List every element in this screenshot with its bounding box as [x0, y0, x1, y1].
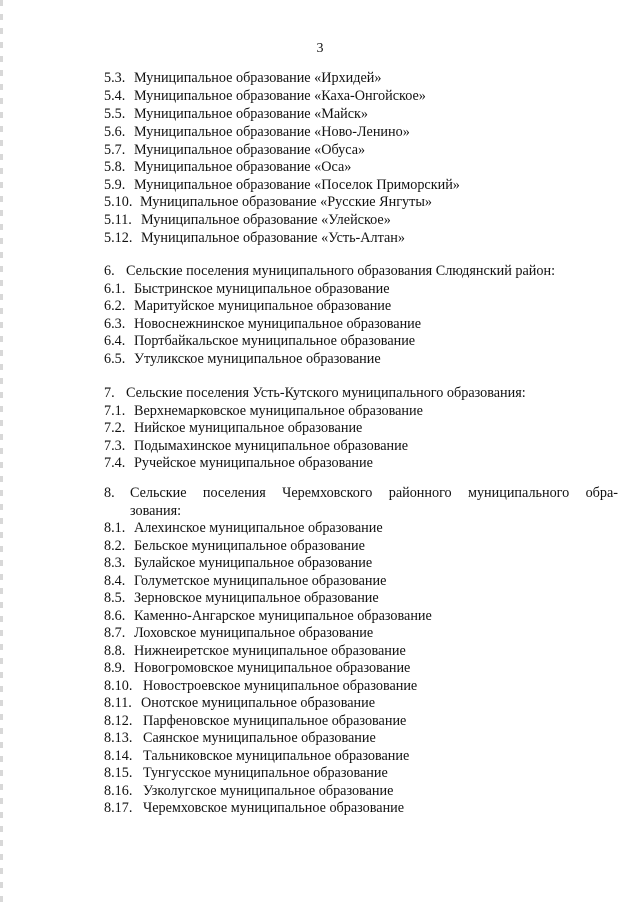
item-number: 6.5. — [104, 351, 126, 367]
item-number: 8.14. — [104, 748, 133, 764]
item-number: 6.1. — [104, 281, 126, 297]
item-number: 5.11. — [104, 212, 132, 228]
section-heading — [104, 262, 555, 280]
item-text: Узколугское муниципальное образование — [143, 783, 394, 799]
item-number: 8.11. — [104, 695, 132, 711]
list-item — [104, 519, 383, 537]
list-item — [104, 123, 410, 141]
list-item — [104, 229, 405, 247]
scan-edge — [0, 0, 3, 905]
section-title: Сельские поселения Усть-Кутского муниципального образования: — [126, 385, 526, 401]
item-number: 7.3. — [104, 438, 126, 454]
item-text: Зерновское муниципальное образование — [134, 590, 379, 606]
list-item — [104, 589, 379, 607]
section-number: 6. — [104, 263, 115, 279]
list-item — [104, 105, 368, 123]
list-item — [104, 211, 391, 229]
item-number: 5.10. — [104, 194, 133, 210]
item-text: Муниципальное образование «Ирхидей» — [134, 70, 382, 86]
item-text: Верхнемарковское муниципальное образование — [134, 403, 423, 419]
item-number: 8.10. — [104, 678, 133, 694]
item-number: 6.2. — [104, 298, 126, 314]
item-number: 7.1. — [104, 403, 126, 419]
item-text: Новоснежнинское муниципальное образование — [134, 316, 422, 332]
item-text: Муниципальное образование «Русские Янгуты» — [140, 194, 432, 210]
item-text: Быстринское муниципальное образование — [134, 281, 390, 297]
list-item — [104, 141, 365, 159]
list-item — [104, 332, 415, 350]
item-number: 8.4. — [104, 573, 126, 589]
item-number: 8.9. — [104, 660, 126, 676]
item-number: 8.13. — [104, 730, 133, 746]
section-heading-number — [104, 484, 115, 502]
item-text: Муниципальное образование «Усть-Алтан» — [141, 230, 405, 246]
item-text: Новостроевское муниципальное образование — [143, 678, 418, 694]
list-item — [104, 280, 390, 298]
list-item — [104, 694, 375, 712]
item-number: 8.12. — [104, 713, 133, 729]
item-number: 8.2. — [104, 538, 126, 554]
item-text: Муниципальное образование «Ново-Ленино» — [134, 124, 410, 140]
item-text: Маритуйское муниципальное образование — [134, 298, 392, 314]
page-number: 3 — [316, 41, 324, 56]
list-item — [104, 537, 365, 555]
item-number: 8.5. — [104, 590, 126, 606]
list-item — [104, 315, 421, 333]
item-text: Нижнеиретское муниципальное образование — [134, 643, 406, 659]
item-number: 5.12. — [104, 230, 133, 246]
item-number: 8.15. — [104, 765, 133, 781]
item-number: 6.4. — [104, 333, 126, 349]
item-text: Бельское муниципальное образование — [134, 538, 365, 554]
list-item — [104, 712, 406, 730]
section-title: Сельские поселения муниципального образования Слюдянский район: — [126, 263, 556, 279]
item-text: Подымахинское муниципальное образование — [134, 438, 409, 454]
item-text: Голуметское муниципальное образование — [134, 573, 387, 589]
list-item — [104, 193, 432, 211]
list-item — [104, 642, 406, 660]
item-number: 8.17. — [104, 800, 133, 816]
item-number: 8.3. — [104, 555, 126, 571]
section-title-line1: Сельские поселения Черемховского районного муниципального обра- — [130, 485, 618, 501]
list-item — [104, 624, 373, 642]
item-number: 5.4. — [104, 88, 126, 104]
item-text: Муниципальное образование «Улейское» — [141, 212, 391, 228]
item-number: 5.3. — [104, 70, 126, 86]
item-number: 7.2. — [104, 420, 126, 436]
list-item — [104, 747, 409, 765]
item-text: Парфеновское муниципальное образование — [143, 713, 407, 729]
item-number: 8.16. — [104, 783, 133, 799]
item-number: 8.8. — [104, 643, 126, 659]
item-text: Тальниковское муниципальное образование — [143, 748, 410, 764]
item-text: Муниципальное образование «Каха-Онгойское» — [134, 88, 426, 104]
item-text: Утуликское муниципальное образование — [134, 351, 381, 367]
list-item — [104, 454, 373, 472]
item-text: Тунгусское муниципальное образование — [143, 765, 388, 781]
item-text: Новогромовское муниципальное образование — [134, 660, 411, 676]
item-text: Муниципальное образование «Майск» — [134, 106, 369, 122]
list-item — [104, 659, 410, 677]
item-number: 7.4. — [104, 455, 126, 471]
list-item — [104, 437, 408, 455]
list-item — [104, 158, 351, 176]
list-item — [104, 729, 376, 747]
item-number: 8.1. — [104, 520, 126, 536]
item-text: Муниципальное образование «Оса» — [134, 159, 352, 175]
item-text: Муниципальное образование «Поселок Приморский» — [134, 177, 460, 193]
item-number: 8.6. — [104, 608, 126, 624]
list-item — [104, 87, 426, 105]
item-number: 6.3. — [104, 316, 126, 332]
list-item — [104, 572, 386, 590]
list-item — [104, 799, 404, 817]
list-item — [104, 764, 388, 782]
list-item — [104, 554, 372, 572]
item-number: 8.7. — [104, 625, 126, 641]
item-text: Саянское муниципальное образование — [143, 730, 376, 746]
section-number: 7. — [104, 385, 115, 401]
item-text: Онотское муниципальное образование — [141, 695, 376, 711]
item-text: Алехинское муниципальное образование — [134, 520, 383, 536]
list-item — [104, 297, 391, 315]
item-text: Портбайкальское муниципальное образование — [134, 333, 416, 349]
item-text: Муниципальное образование «Обуса» — [134, 142, 366, 158]
list-item — [104, 69, 381, 87]
list-item — [104, 782, 393, 800]
section-heading — [104, 384, 526, 402]
item-number: 5.6. — [104, 124, 126, 140]
item-text: Ручейское муниципальное образование — [134, 455, 373, 471]
item-number: 5.9. — [104, 177, 126, 193]
item-text: Лоховское муниципальное образование — [134, 625, 374, 641]
item-number: 5.7. — [104, 142, 126, 158]
list-item — [104, 677, 417, 695]
item-text: Нийское муниципальное образование — [134, 420, 363, 436]
list-item — [104, 607, 432, 625]
section-number: 8. — [104, 485, 115, 501]
list-item — [104, 402, 423, 420]
list-item — [104, 350, 381, 368]
list-item — [104, 176, 460, 194]
item-text: Булайское муниципальное образование — [134, 555, 373, 571]
item-number: 5.5. — [104, 106, 126, 122]
item-number: 5.8. — [104, 159, 126, 175]
item-text: Каменно-Ангарское муниципальное образование — [134, 608, 432, 624]
item-text: Черемховское муниципальное образование — [143, 800, 405, 816]
list-item — [104, 419, 362, 437]
section-title-line2: зования: — [130, 503, 182, 519]
